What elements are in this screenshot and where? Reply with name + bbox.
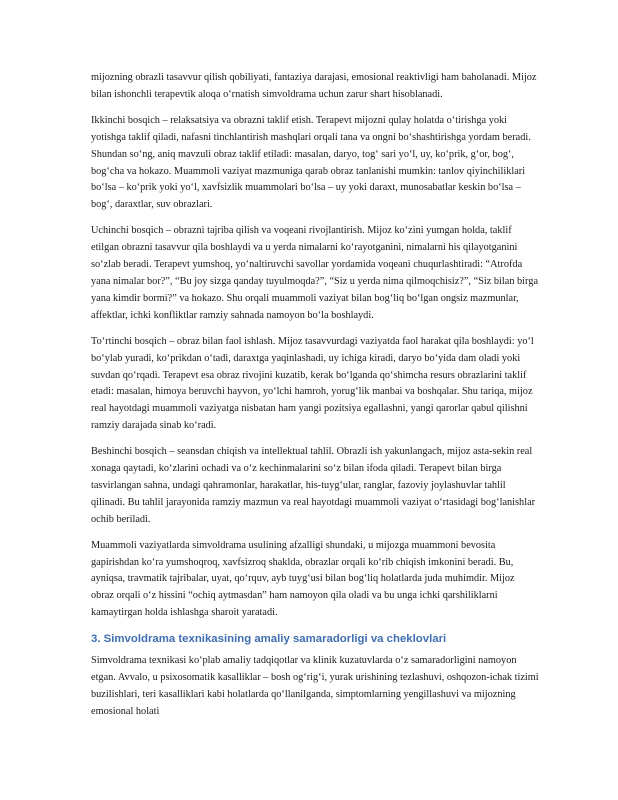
paragraph-stage-two: Ikkinchi bosqich – relaksatsiya va obrazni taklif etish. Terapevt mijozni qulay holatda o‘tirishga yoki yotishga taklif qiladi, nafasni tinchlantirish mashqlari orqali tana va ongni bo‘shashtirishga yordam beradi. Shundan so‘ng, aniq mavzuli obraz taklif etiladi: masalan, daryo, tog‘ sari yo‘l, uy, ko‘prik, g‘or, bog‘, bog‘cha va hokazo. Muammoli vaziyat mazmuniga qarab obraz tanlanishi mumkin: tanlov qiyinchiliklari bo‘lsa – ko‘prik yoki yo‘l, xavfsizlik muammolari bo‘lsa – uy yoki daraxt, munosabatlar keskin bo‘lsa – bog‘, daraxtlar, suv obrazlari. [91,114,531,211]
document-page [91,70,539,730]
paragraph-intro-continuation: mijozning obrazli tasavvur qilish qobiliyati, fantaziya darajasi, emosional reaktivligi ham baholanadi. Mijoz bilan ishonchli terapevtik aloqa o‘rnatish simvoldrama uchun zarur shart hisoblanadi. [91,72,537,100]
paragraph-stage-three: Uchinchi bosqich – obrazni tajriba qilish va voqeani rivojlantirish. Mijoz ko‘zini yumgan holda, taklif etilgan obrazni tasavvur qila boshlaydi va u yerda nimalarni ko‘rayotganini, nimalarni his qilayotganini so‘zlab beradi. Terapevt yumshoq, yo‘naltiruvchi savollar yordamida voqeani chuqurlashtiradi: “Atrofda yana nimalar bor?”, “Bu joy sizga qanday tuyulmoqda?”, “Siz u yerda nima qilmoqchisiz?”, “Siz bilan birga yana kimdir bormi?” va hokazo. Shu orqali muammoli vaziyat bilan bog‘liq bo‘lgan ongsiz mazmunlar, affektlar, ichki konfliktlar ramziy sahnada namoyon bo‘la boshlaydi. [91,225,539,321]
section-heading: 3. Simvoldrama texnikasining amaliy samaradorligi va cheklovlari [91,633,447,646]
paragraph-stage-four: To‘rtinchi bosqich – obraz bilan faol ishlash. Mijoz tasavvurdagi vaziyatda faol harakat qila boshlaydi: yo‘l bo‘ylab yuradi, ko‘prikdan o‘tadi, daraxtga yaqinlashadi, uy ichiga kiradi, daryo bo‘yida dam oladi yoki suvdan qo‘rqadi. Terapevt esa obraz rivojini kuzatib, kerak bo‘lganda qo‘shimcha resurs obrazlarini taklif etadi: masalan, himoya beruvchi hayvon, yo‘lchi hamroh, yorug‘lik manbai va boshqalar. Shu tariqa, mijoz real hayotdagi muammoli vaziyatga nisbatan ham yangi pozitsiya egallashni, yangi qarorlar qabul qilishni ramziy darajada sinab ko‘radi. [91,335,534,432]
paragraph-stage-five: Beshinchi bosqich – seansdan chiqish va intellektual tahlil. Obrazli ish yakunlangach, mijoz asta-sekin real xonaga qaytadi, ko‘zlarini ochadi va o‘z kechinmalarini so‘z bilan ifoda qiladi. Terapevt bilan birga tasvirlangan sahna, undagi qahramonlar, harakatlar, his-tuyg‘ular, ranglar, fazoviy joylashuvlar tahlil qilinadi. Bu tahlil jarayonida ramziy mazmun va real hayotdagi muammoli vaziyat o‘rtasidagi bog‘lanishlar ochib beriladi. [91,446,536,525]
paragraph-section-three: Simvoldrama texnikasi ko‘plab amaliy tadqiqotlar va klinik kuzatuvlarda o‘z samaradorligini namoyon etgan. Avvalo, u psixosomatik kasalliklar – bosh og‘rig‘i, yurak urishining tezlashuvi, oshqozon-ichak tizimi buzilishlari, teri kasalliklari kabi holatlarda qo‘llanilganda, simptomlarning yengillashuvi va mijozning emosional holati [91,655,539,717]
paragraph-advantages: Muammoli vaziyatlarda simvoldrama usulining afzalligi shundaki, u mijozga muammoni bevosita gapirishdan ko‘ra yumshoqroq, xavfsizroq shaklda, obrazlar orqali ko‘rib chiqish imkonini beradi. Bu, ayniqsa, travmatik tajribalar, uyat, qo‘rquv, ayb tuyg‘usi bilan bog‘liq holatlarda juda muhimdir. Mijoz obraz orqali o‘z hissini “ochiq aytmasdan” ham namoyon qila oladi va bu unga ichki qarshiliklarni kamaytirgan holda ishlashga sharoit yaratadi. [91,539,515,619]
